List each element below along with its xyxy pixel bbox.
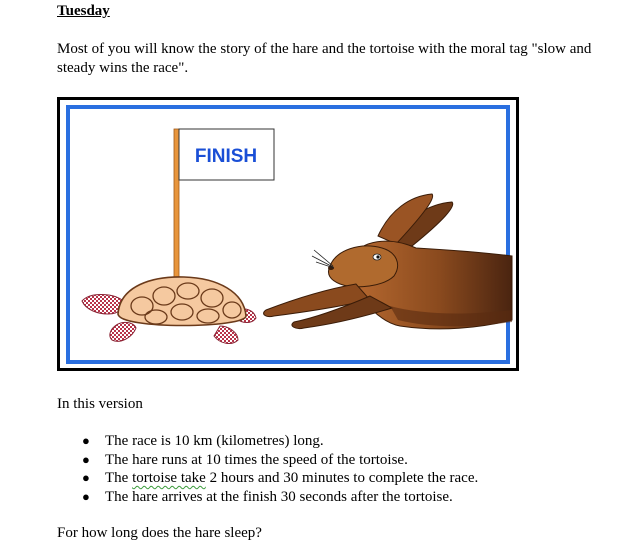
question-text: For how long does the hare sleep? [57,525,262,541]
list-item: ● The race is 10 km (kilometres) long. [82,433,324,449]
tortoise-front-leg [110,322,136,341]
flag-pole [174,129,179,279]
tortoise-head [82,295,123,315]
list-item: ● The tortoise take 2 hours and 30 minutes to complete the race. [82,470,479,486]
hare [264,194,512,329]
tortoise [82,277,256,344]
race-illustration [57,97,519,371]
grammar-flag[interactable]: tortoise take [132,470,206,486]
tortoise-back-leg [214,326,238,343]
finish-flag-text: FINISH [194,146,258,167]
race-illustration-drawing [60,100,516,368]
day-heading: Tuesday [57,3,110,19]
bullet-icon: ● [82,470,90,485]
bullet-icon: ● [82,488,90,504]
list-item: ● The hare runs at 10 times the speed of the tortoise. [82,451,408,468]
version-intro: In this version [57,396,143,412]
conditions-list [57,432,478,506]
bullet-icon: ● [82,451,90,467]
hare-head [328,246,397,287]
list-item: ● The hare arrives at the finish 30 seconds after the tortoise. [82,488,453,505]
intro-paragraph: Most of you will know the story of the hare and the tortoise with the moral tag "slow and steady wins the race". [57,41,592,76]
bullet-icon: ● [82,433,90,448]
